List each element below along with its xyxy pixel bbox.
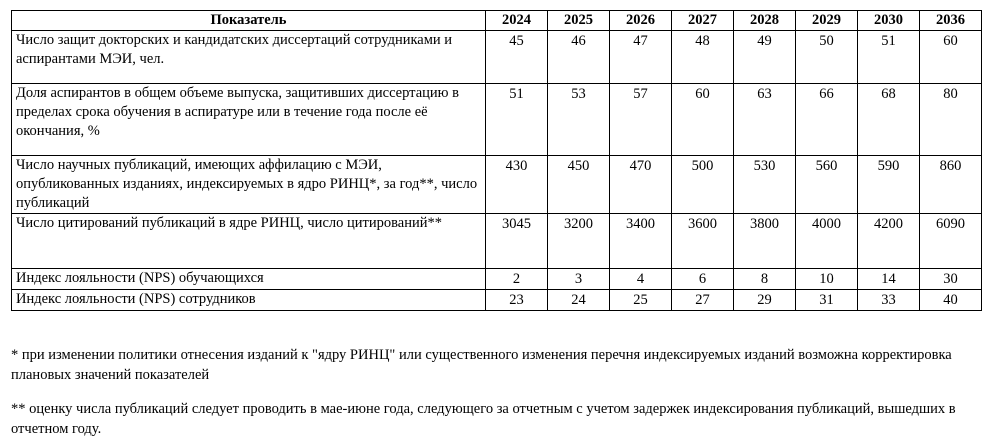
header-year: 2030: [858, 11, 920, 31]
row-value: 590: [858, 156, 920, 214]
row-value: 29: [734, 290, 796, 311]
row-value: 48: [672, 31, 734, 84]
row-value: 33: [858, 290, 920, 311]
row-name: Индекс лояльности (NPS) сотрудников: [12, 290, 486, 311]
row-value: 14: [858, 269, 920, 290]
row-value: 53: [548, 84, 610, 156]
row-value: 450: [548, 156, 610, 214]
row-name: Доля аспирантов в общем объеме выпуска, защитивших диссертацию в пределах срока обучения в аспиратуре или в течение года после её окончания, %: [12, 84, 486, 156]
row-value: 3400: [610, 214, 672, 269]
row-name: Индекс лояльности (NPS) обучающихся: [12, 269, 486, 290]
row-value: 8: [734, 269, 796, 290]
header-year: 2025: [548, 11, 610, 31]
row-value: 2: [486, 269, 548, 290]
row-value: 4: [610, 269, 672, 290]
row-value: 500: [672, 156, 734, 214]
row-value: 530: [734, 156, 796, 214]
row-name: Число научных публикаций, имеющих аффилацию с МЭИ, опубликованных изданиях, индексируемых в ядро РИНЦ*, за год**, число публикаций: [12, 156, 486, 214]
header-year: 2029: [796, 11, 858, 31]
table-row: [12, 84, 982, 156]
row-value: 25: [610, 290, 672, 311]
table-row: [12, 156, 982, 214]
footnote-publication-count: ** оценку числа публикаций следует проводить в мае-июне года, следующего за отчетным с учетом задержек индексирования публикаций, вышедших в отчетном году.: [11, 401, 956, 437]
row-value: 49: [734, 31, 796, 84]
table-row: [12, 290, 982, 311]
header-year: 2026: [610, 11, 672, 31]
row-value: 40: [920, 290, 982, 311]
row-value: 560: [796, 156, 858, 214]
row-value: 80: [920, 84, 982, 156]
row-value: 60: [920, 31, 982, 84]
row-value: 430: [486, 156, 548, 214]
header-year: 2027: [672, 11, 734, 31]
row-value: 30: [920, 269, 982, 290]
table-row: [12, 269, 982, 290]
row-value: 47: [610, 31, 672, 84]
row-value: 10: [796, 269, 858, 290]
row-value: 6: [672, 269, 734, 290]
footnote-rinc-core: * при изменении политики отнесения изданий к "ядру РИНЦ" или существенного изменения перечня индексируемых изданий возможна корректировка плановых значений показателей: [11, 347, 952, 383]
row-value: 3600: [672, 214, 734, 269]
row-value: 50: [796, 31, 858, 84]
header-indicator: Показатель: [12, 11, 486, 31]
indicators-table: [11, 10, 982, 311]
table-header-row: [12, 11, 982, 31]
table-row: [12, 214, 982, 269]
row-value: 27: [672, 290, 734, 311]
row-value: 24: [548, 290, 610, 311]
row-value: 470: [610, 156, 672, 214]
row-value: 3: [548, 269, 610, 290]
table-row: [12, 31, 982, 84]
row-value: 46: [548, 31, 610, 84]
row-value: 51: [486, 84, 548, 156]
header-year: 2028: [734, 11, 796, 31]
row-value: 3200: [548, 214, 610, 269]
row-value: 51: [858, 31, 920, 84]
row-value: 63: [734, 84, 796, 156]
row-value: 3800: [734, 214, 796, 269]
header-year: 2024: [486, 11, 548, 31]
row-value: 66: [796, 84, 858, 156]
row-value: 60: [672, 84, 734, 156]
row-name: Число защит докторских и кандидатских диссертаций сотрудниками и аспирантами МЭИ, чел.: [12, 31, 486, 84]
row-value: 23: [486, 290, 548, 311]
row-value: 6090: [920, 214, 982, 269]
row-value: 4000: [796, 214, 858, 269]
header-year: 2036: [920, 11, 982, 31]
row-name: Число цитирований публикаций в ядре РИНЦ, число цитирований**: [12, 214, 486, 269]
row-value: 57: [610, 84, 672, 156]
row-value: 4200: [858, 214, 920, 269]
row-value: 45: [486, 31, 548, 84]
row-value: 68: [858, 84, 920, 156]
row-value: 860: [920, 156, 982, 214]
row-value: 31: [796, 290, 858, 311]
row-value: 3045: [486, 214, 548, 269]
